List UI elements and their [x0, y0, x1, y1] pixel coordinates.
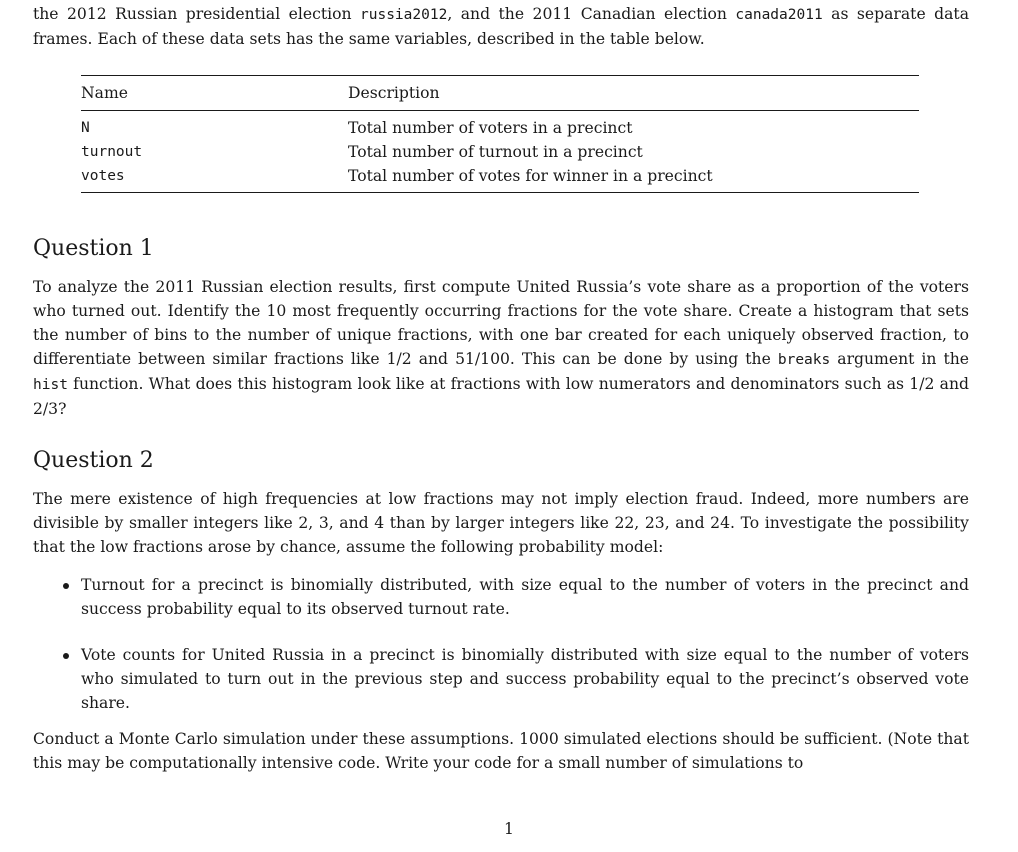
table-row: [81, 111, 919, 141]
var-description: Total number of votes for winner in a precinct: [348, 167, 713, 185]
var-name: N: [81, 120, 90, 136]
var-description: Total number of voters in a precinct: [348, 119, 633, 137]
intro-text-c: as separate data frames. Each of these data sets has the same variables, described in the table below.: [33, 5, 969, 48]
variables-table: [81, 75, 919, 193]
bullet-list-item: [33, 643, 969, 715]
bullet-list-item: [33, 573, 969, 621]
header-name: Name: [81, 84, 128, 102]
intro-text-b: , and the 2011 Canadian election: [447, 5, 736, 23]
code-canada2011: canada2011: [735, 7, 823, 23]
bullet-dot-icon: [63, 583, 69, 589]
code-breaks: breaks: [777, 352, 831, 368]
code-hist: hist: [33, 377, 68, 393]
header-description: Description: [348, 84, 440, 102]
question-1-heading: Question 1: [33, 236, 154, 261]
bullet-text: Vote counts for United Russia in a precinct is binomially distributed with size equal to the number of voters who simulated to turn out in the previous step and success probability equal to the precinct’s observed vote share.: [81, 646, 969, 712]
question-2-text: The mere existence of high frequencies at low fractions may not imply election fraud. Indeed, more numbers are divisible by smaller integers like 2, 3, and 4 than by larger integers like 22, 23, and 24. To investigate the possibility that the low fractions arose by chance, assume the following probability model:: [33, 490, 969, 556]
q1-text-b: argument in the: [830, 350, 969, 368]
table-row: [81, 140, 919, 164]
table-header-row: [81, 76, 919, 111]
q1-text-c: function. What does this histogram look like at fractions with low numerators and denominators such as 1/2 and 2/3?: [33, 375, 969, 418]
var-name: turnout: [81, 144, 143, 160]
question-2-heading: Question 2: [33, 448, 154, 473]
conclusion-paragraph: Conduct a Monte Carlo simulation under these assumptions. 1000 simulated elections should be sufficient. (Note that this may be computationally intensive code. Write your code for a small number of simulations to: [33, 730, 969, 772]
q1-text-a: To analyze the 2011 Russian election results, first compute United Russia’s vote share as a proportion of the voters who turned out. Identify the 10 most frequently occurring fractions for the vote share. Create a histogram that sets the number of bins to the number of unique fractions, with one bar created for each uniquely observed fraction, to differentiate between similar fractions like 1/2 and 51/100. This can be done by using the: [33, 278, 969, 368]
question-1-text: [33, 275, 969, 421]
intro-paragraph: [33, 2, 969, 51]
bullet-text: Turnout for a precinct is binomially distributed, with size equal to the number of voters in the precinct and success probability equal to its observed turnout rate.: [81, 576, 969, 618]
intro-text-a: the 2012 Russian presidential election: [33, 5, 360, 23]
code-russia2012: russia2012: [360, 7, 448, 23]
page-number: 1: [504, 820, 514, 838]
var-name: votes: [81, 168, 125, 184]
var-description: Total number of turnout in a precinct: [348, 143, 643, 161]
bullet-dot-icon: [63, 653, 69, 659]
table-row: [81, 164, 919, 193]
